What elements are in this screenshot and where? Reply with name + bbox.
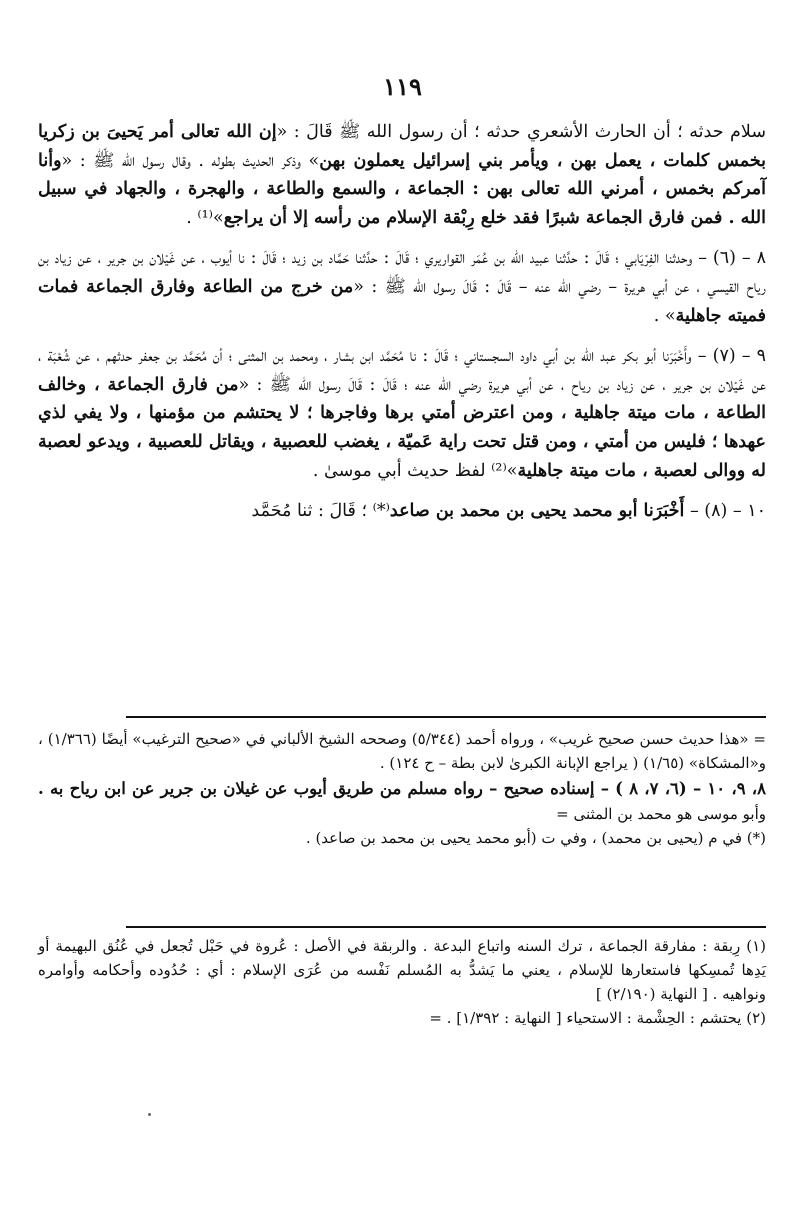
footnote-text: الحِشْمة : الاستحياء [ النهاية : ١/٣٩٢] . = <box>429 1009 686 1027</box>
note-takhrij: = «هذا حديث حسن صحيح غريب» ، ورواه أحمد (٥/٣٤٤) وصححه الشيخ الألباني في «صحيح الترغيب» أيضًا (١/٣٦٦) ، و«المشكاة» (١/٦٥) ( يراجع الإبانة الكبرىٰ لابن بطة – ح ١٢٤) . <box>38 730 767 772</box>
footnote-1 <box>38 934 766 1006</box>
editor-notes <box>38 727 766 850</box>
paragraph-hadith-9 <box>38 342 766 485</box>
narrator-name: أَخْبَرَنا أبو محمد يحيى بن محمد بن صاعد <box>389 501 685 522</box>
text-run: ⁽*⁾ ؛ قَالَ : ثنا مُحَمَّد <box>251 501 390 522</box>
divider-rule <box>126 716 766 718</box>
scan-speck <box>148 1113 151 1116</box>
text-run: ٩ – (٧) – وأَخْبَرَنا أبو بكر عبد الله بن أبي داود السجستاني ؛ قَالَ : نا مُحَمَّد ابن بشار ، ومحمد بن المثنى ؛ أن مُحَمَّد بن جعفر حدثهم ، عن شُعْبَة ، عن غَيْلان بن جرير ، عن زياد بن رياح ، عن أبي هريرة رضي الله عنه ؛ قَالَ : قَالَ رسول الله ﷺ : « <box>38 346 767 395</box>
divider-rule <box>126 926 766 928</box>
footnotes <box>38 934 766 1030</box>
note-manuscript: (*) في م (يحيى بن محمد) ، وفي ت (أبو محمد يحيى بن محمد بن صاعد) . <box>305 829 766 847</box>
text-run: »⁽¹⁾ . <box>186 207 224 228</box>
footnote-label: (٢) يحتشم : <box>689 1009 766 1027</box>
text-run: ٨ – (٦) – وحدثنا الفِرْيَابي ؛ قَالَ : حدَّثنا عبيد الله بن عُمَر القواريري ؛ قَالَ : حدَّثنا حَمَّاد بن زيد ؛ قَالَ : نا أيوب ، عن غَيْلان بن جرير ، عن زياد بن رياح القيسي ، عن أبي هريرة – رضي الله عنه – قَالَ : قَالَ رسول الله ﷺ : « <box>38 248 766 297</box>
paragraph-hadith-10 <box>38 497 766 526</box>
footnote-label: (١) رِبقة : <box>702 937 766 955</box>
text-run: سلام حدثه ؛ أن الحارث الأشعري حدثه ؛ أن رسول الله ﷺ قَالَ : « <box>276 122 766 142</box>
text-run: »⁽²⁾ لفظ حديث أبي موسىٰ . <box>312 460 518 481</box>
hadith-quote: إن الله تعالى أمر يَحيىَ بن زكريا بخمس كلمات ، يعمل بهن ، ويأمر بني إسرائيل يعملون بهن <box>38 122 766 171</box>
paragraph-hadith-8 <box>38 244 766 330</box>
note-isnad-bold: ٨، ٩، ١٠ – (٦، ٧، ٨ ) – إسناده صحيح – رواه مسلم من طريق أيوب عن غيلان بن جرير عن ابن رياح به . <box>38 779 766 798</box>
text-run: » . <box>653 305 676 326</box>
hadith-quote: من فارق الجماعة ، وخالف الطاعة ، مات ميتة جاهلية ، ومن اعترض أمتي برها وفاجرها ؛ لا يحتشم من مؤمنها ، ولا يفي لذي عهدها ؛ فليس من أمتي ، ومن قتل تحت راية عَميّة ، يغضب للعصبية ، ويقاتل للعصبية ، ويدعو لعصبة له ووالى لعصبة ، مات ميتة جاهلية <box>38 374 766 481</box>
paragraph-hadith-7 <box>38 118 766 232</box>
main-text <box>38 118 766 538</box>
text-run: ١٠ – (٨) – <box>689 501 766 522</box>
footnote-2 <box>38 1006 766 1030</box>
hadith-quote: من خرج من الطاعة وفارق الجماعة فمات فميته جاهلية <box>38 276 766 326</box>
note-isnad <box>38 775 766 826</box>
note-isnad-text: وأبو موسى هو محمد بن المثنى = <box>556 805 766 823</box>
page-number: ١١٩ <box>383 72 422 101</box>
hadith-quote: وأنا آمركم بخمس ، أمرني الله تعالى بهن : الجماعة ، والسمع والطاعة ، والهجرة ، والجهاد في سبيل الله . فمن فارق الجماعة شبرًا فقد خلع رِبْقة الإسلام من رأسه إلا أن يراجع <box>38 150 766 228</box>
text-run: » وذكر الحديث بطوله . وقال رسول الله ﷺ : « <box>61 150 320 171</box>
footnote-text: مفارقة الجماعة ، ترك السنه واتباع البدعة . والربقة في الأصل : عُروة في حَبْل تُجعل في عُنُق البهيمة أو يَدِها تُمسِكها فاستعارها للإسلام ، يعني ما يَشدُّ به المُسلم نَفْسه من عُرَى الإسلام : أي : حُدُوده وأحكامه وأوامره ونواهيه . [ النهاية (٢/١٩٠) ] <box>38 937 766 1003</box>
